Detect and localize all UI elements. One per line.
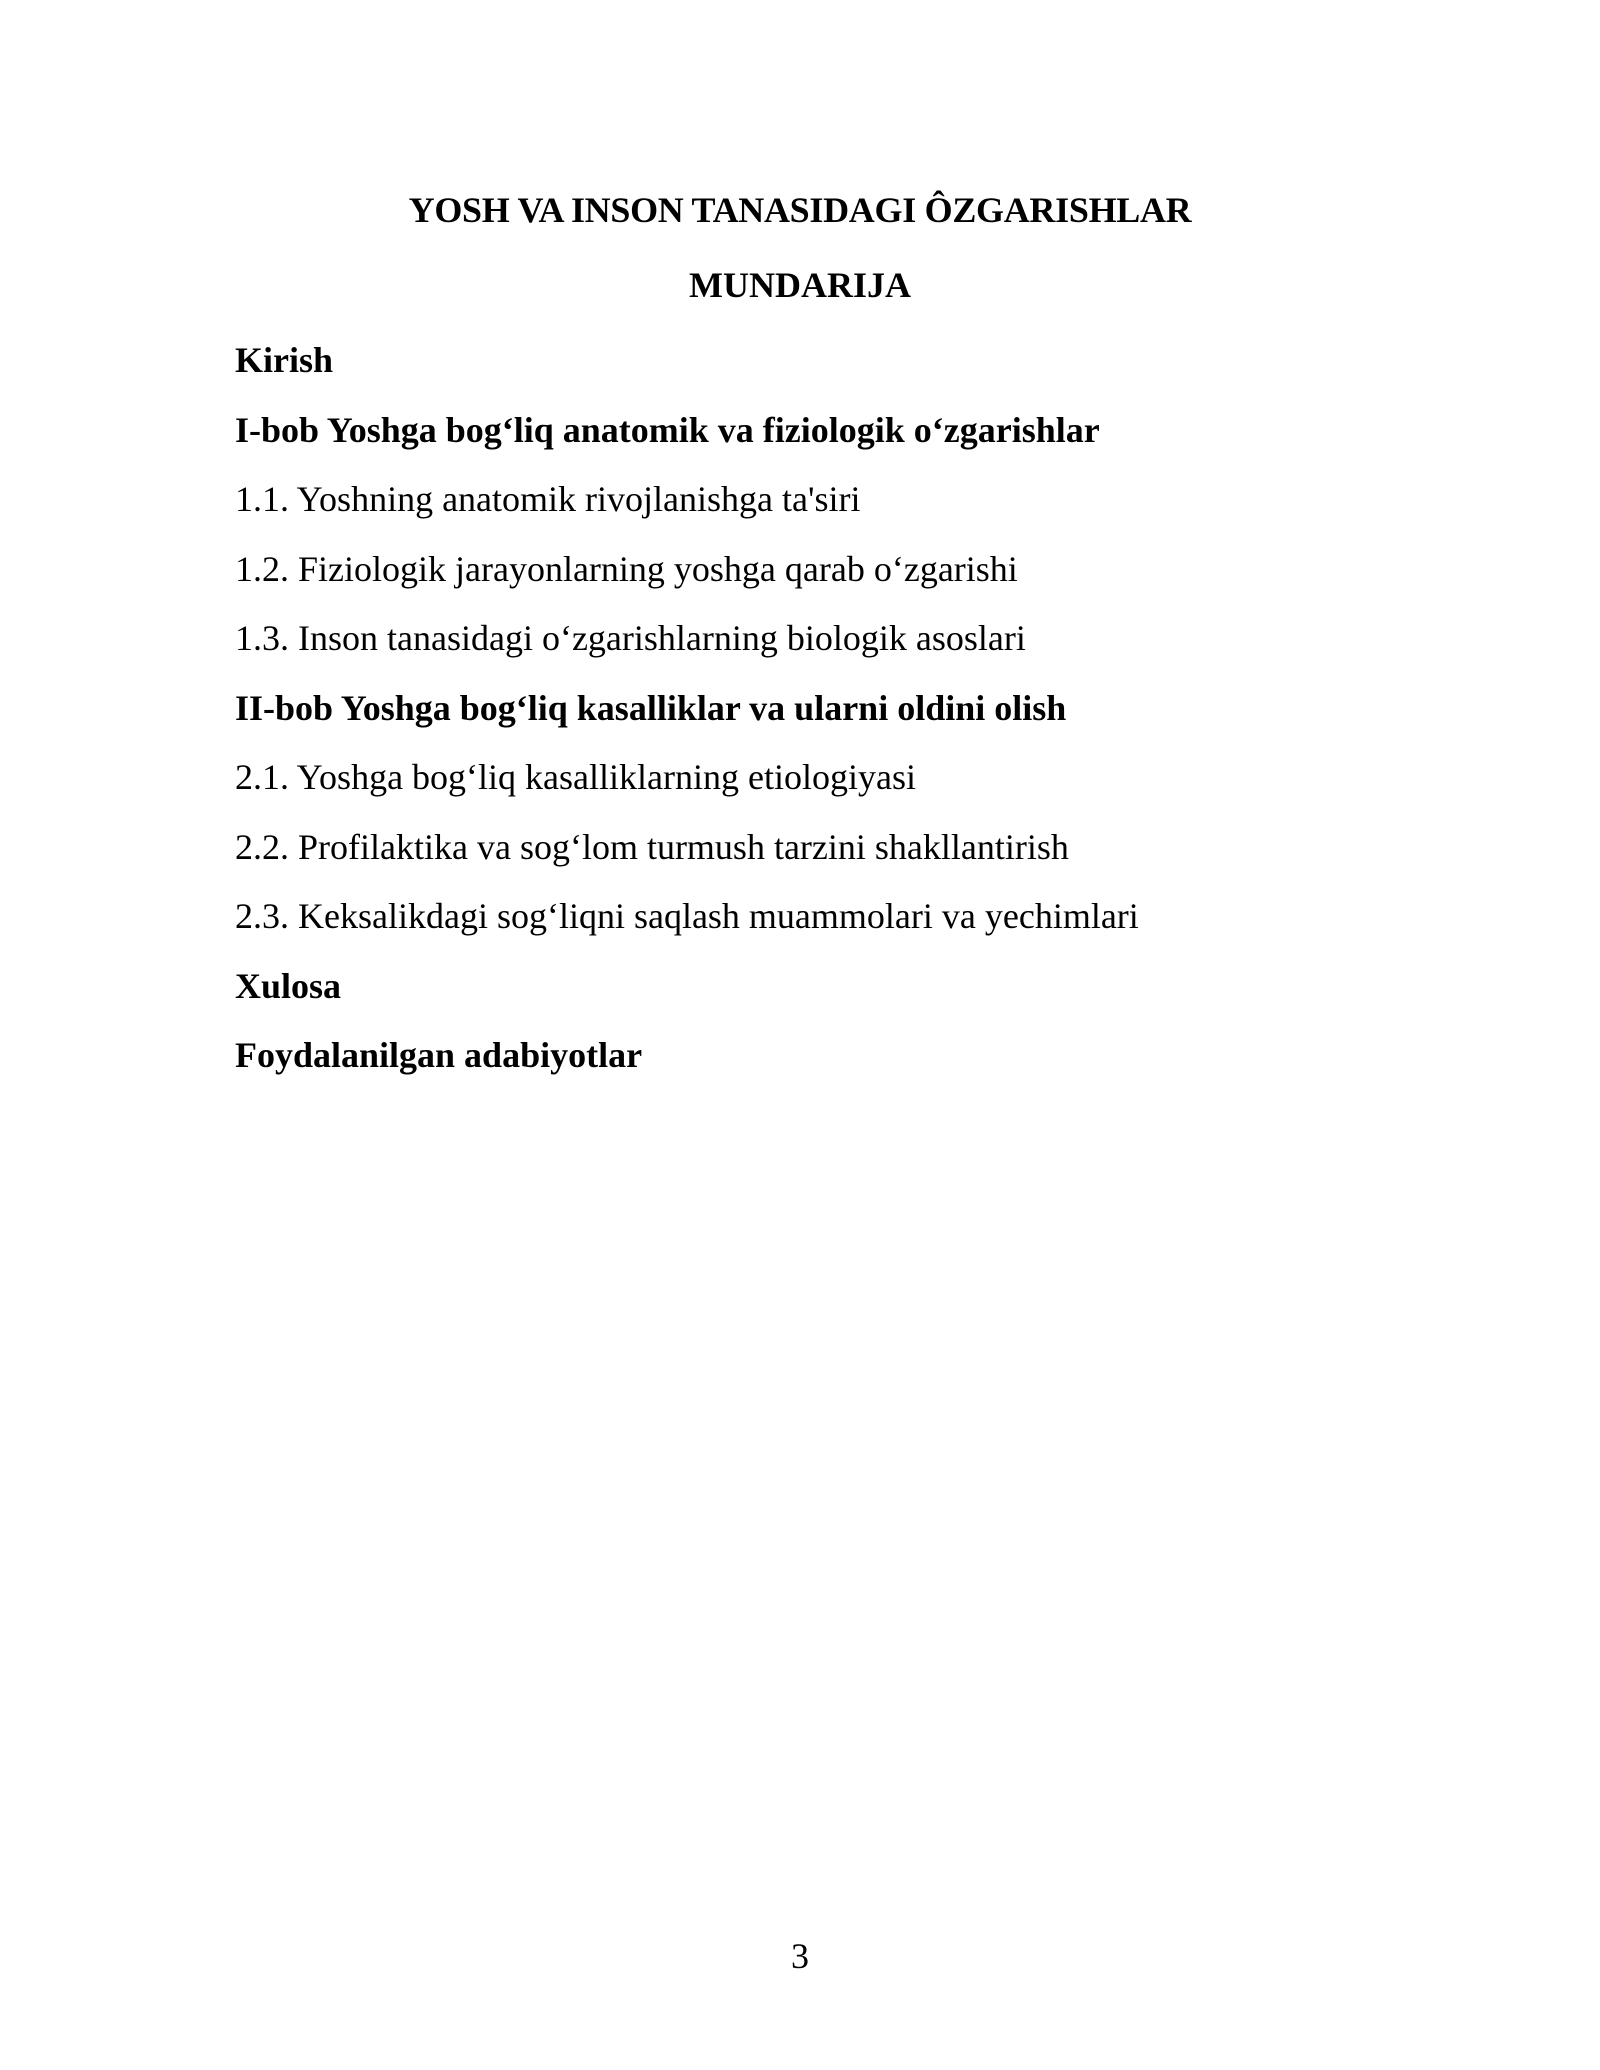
toc-item-chapter-1: I-bob Yoshga bog‘liq anatomik va fiziologik o‘zgarishlar: [235, 409, 1100, 450]
toc-item-section-1-3: 1.3. Inson tanasidagi o‘zgarishlarning biologik asoslari: [235, 618, 1026, 658]
table-of-contents: [235, 336, 1435, 1101]
toc-item-section-2-2: 2.2. Profilaktika va sog‘lom turmush tarzini shakllantirish: [235, 826, 1069, 867]
document-title: YOSH VA INSON TANASIDAGI ÔZGARISHLAR: [408, 190, 1192, 230]
toc-item-chapter-2: II-bob Yoshga bog‘liq kasalliklar va ularni oldini olish: [235, 687, 1067, 728]
toc-item-introduction: Kirish: [235, 340, 334, 380]
toc-item-section-1-1: 1.1. Yoshning anatomik rivojlanishga ta'siri: [235, 479, 861, 519]
toc-item-section-2-1: 2.1. Yoshga bog‘liq kasalliklarning etiologiyasi: [235, 757, 916, 797]
toc-item-references: Foydalanilgan adabiyotlar: [235, 1035, 643, 1075]
page-number: 3: [791, 1936, 809, 1976]
toc-item-section-2-3: 2.3. Keksalikdagi sog‘liqni saqlash muammolari va yechimlari: [235, 896, 1139, 936]
toc-item-conclusion: Xulosa: [235, 965, 342, 1006]
toc-heading: MUNDARIJA: [689, 265, 911, 305]
toc-item-section-1-2: 1.2. Fiziologik jarayonlarning yoshga qarab o‘zgarishi: [235, 548, 1018, 589]
